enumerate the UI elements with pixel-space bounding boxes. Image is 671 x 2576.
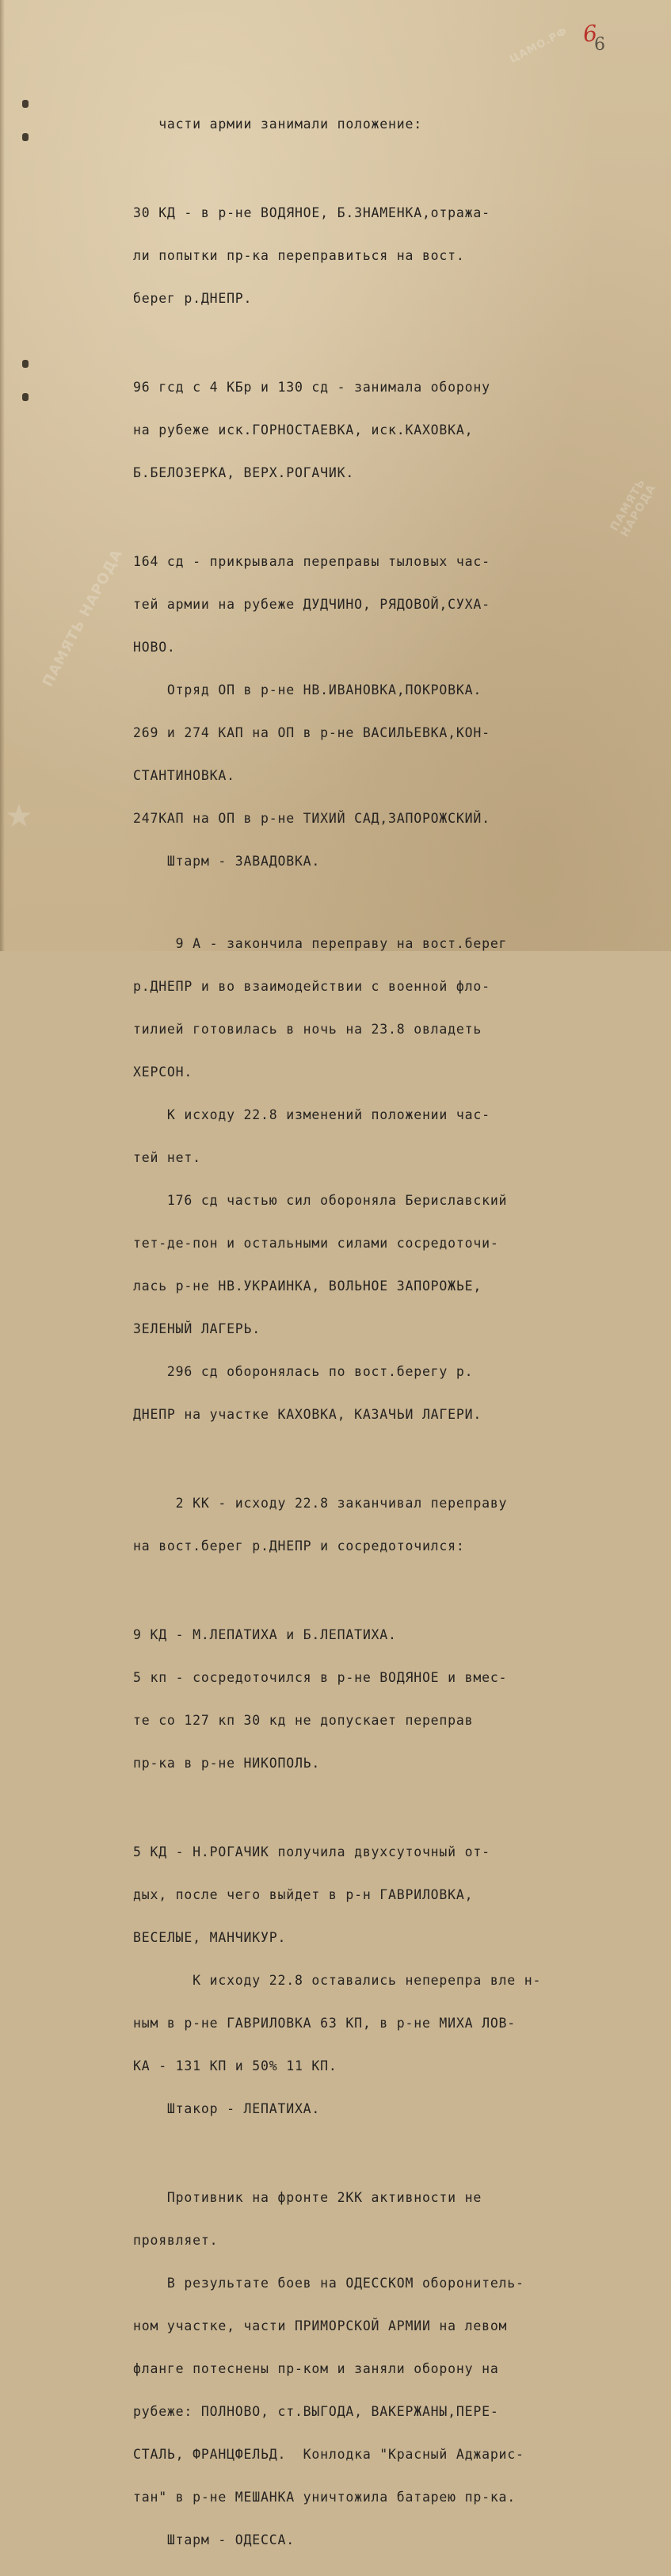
text-line: берег р.ДНЕПР. bbox=[133, 291, 253, 306]
text-line: СТАНТИНОВКА. bbox=[133, 768, 235, 783]
text-line: тей армии на рубеже ДУДЧИНО, РЯДОВОЙ,СУХА- bbox=[133, 597, 490, 612]
spacer bbox=[133, 2145, 600, 2162]
spacer bbox=[133, 897, 600, 908]
spacer bbox=[133, 1450, 600, 1468]
page-number-red: 6 bbox=[581, 20, 599, 48]
watermark-domain: ЦАМО.РФ bbox=[508, 25, 570, 67]
text-line: К исходу 22.8 изменений положении час- bbox=[133, 1107, 490, 1122]
text-line: Б.БЕЛОЗЕРКА, ВЕРХ.РОГАЧИК. bbox=[133, 465, 355, 480]
text-line: части армии занимали положение: bbox=[133, 117, 422, 132]
text-line: 96 гсд с 4 КБр и 130 сд - занимала оборону bbox=[133, 380, 490, 395]
text-line: ХЕРСОН. bbox=[133, 1064, 193, 1080]
text-line: В результате боев на ОДЕССКОМ оборонитель- bbox=[133, 2276, 524, 2291]
text-line: тан" в р-не МЕШАНКА уничтожила батарею пр-ка. bbox=[133, 2490, 517, 2505]
spacer bbox=[133, 334, 600, 352]
text-line: К исходу 22.8 оставались неперепра вле н- bbox=[133, 1973, 542, 1988]
text-line: тей нет. bbox=[133, 1150, 201, 1165]
text-line: на вост.берег р.ДНЕПР и сосредоточился: bbox=[133, 1538, 465, 1554]
spacer bbox=[133, 1582, 600, 1599]
text-line: 5 КД - Н.РОГАЧИК получила двухсуточный от- bbox=[133, 1844, 490, 1859]
text-line: Отряд ОП в р-не НВ.ИВАНОВКА,ПОКРОВКА. bbox=[133, 682, 482, 698]
text-line: тет-де-пон и остальными силами сосредоточи- bbox=[133, 1236, 499, 1251]
binding-hole bbox=[22, 133, 29, 141]
text-line: 164 сд - прикрывала переправы тыловых час- bbox=[133, 554, 490, 569]
text-line: 30 КД - в р-не ВОДЯНОЕ, Б.ЗНАМЕНКА,отража- bbox=[133, 205, 490, 220]
text-line: СТАЛЬ, ФРАНЦФЕЛЬД. Конлодка "Красный Аджарис- bbox=[133, 2447, 524, 2462]
watermark-star-icon: ★ bbox=[5, 798, 33, 835]
typewritten-report-text bbox=[133, 89, 600, 2576]
text-line: Штакор - ЛЕПАТИХА. bbox=[133, 2101, 321, 2116]
spacer bbox=[133, 160, 600, 178]
watermark-right: ПАМЯТЬ НАРОДА bbox=[608, 476, 659, 540]
spacer bbox=[133, 1799, 600, 1817]
text-line: проявляет. bbox=[133, 2233, 219, 2248]
page-number-pencil: 6 bbox=[594, 35, 605, 55]
text-line: ном участке, части ПРИМОРСКОЙ АРМИИ на левом bbox=[133, 2318, 508, 2333]
text-line: дых, после чего выйдет в р-н ГАВРИЛОВКА, bbox=[133, 1887, 474, 1902]
text-line: пр-ка в р-не НИКОПОЛЬ. bbox=[133, 1756, 321, 1771]
text-line: 9 КД - М.ЛЕПАТИХА и Б.ЛЕПАТИХА. bbox=[133, 1627, 397, 1642]
text-line: ЗЕЛЕНЫЙ ЛАГЕРЬ. bbox=[133, 1321, 261, 1336]
text-line: Штарм - ОДЕССА. bbox=[133, 2532, 295, 2547]
text-line: НОВО. bbox=[133, 640, 176, 655]
text-line: ДНЕПР на участке КАХОВКА, КАЗАЧЬИ ЛАГЕРИ. bbox=[133, 1407, 482, 1422]
text-line: ли попытки пр-ка переправиться на вост. bbox=[133, 248, 465, 263]
spacer bbox=[133, 509, 600, 526]
text-line: 176 сд частью сил обороняла Бериславский bbox=[133, 1193, 508, 1208]
text-line: 269 и 274 КАП на ОП в р-не ВАСИЛЬЕВКА,КОН- bbox=[133, 725, 490, 740]
text-line: лась р-не НВ.УКРАИНКА, ВОЛЬНОЕ ЗАПОРОЖЬЕ, bbox=[133, 1278, 482, 1294]
text-line: ным в р-не ГАВРИЛОВКА 63 КП, в р-не МИХА ЛОВ- bbox=[133, 2016, 517, 2031]
binding-hole bbox=[22, 360, 29, 368]
binding-hole bbox=[22, 100, 29, 108]
text-line: тилией готовилась в ночь на 23.8 овладеть bbox=[133, 1022, 482, 1037]
text-line: р.ДНЕПР и во взаимодействии с военной фло- bbox=[133, 979, 490, 994]
text-line: те со 127 кп 30 кд не допускает переправ bbox=[133, 1713, 474, 1728]
text-line: Противник на фронте 2КК активности не bbox=[133, 2190, 482, 2205]
text-line: на рубеже иск.ГОРНОСТАЕВКА, иск.КАХОВКА, bbox=[133, 422, 474, 438]
text-line: ВЕСЕЛЫЕ, МАНЧИКУР. bbox=[133, 1930, 287, 1945]
binding-hole bbox=[22, 393, 29, 401]
watermark-left: ПАМЯТЬ НАРОДА bbox=[39, 546, 127, 690]
text-line: 247КАП на ОП в р-не ТИХИЙ САД,ЗАПОРОЖСКИЙ. bbox=[133, 811, 490, 826]
text-line: фланге потеснены пр-ком и заняли оборону на bbox=[133, 2361, 499, 2376]
text-line: 296 сд оборонялась по вост.берегу р. bbox=[133, 1364, 474, 1379]
text-line: КА - 131 КП и 50% 11 КП. bbox=[133, 2058, 337, 2073]
text-line: Штарм - ЗАВАДОВКА. bbox=[133, 854, 321, 869]
text-line: рубеже: ПОЛНОВО, ст.ВЫГОДА, ВАКЕРЖАНЫ,ПЕРЕ- bbox=[133, 2404, 499, 2419]
text-line: 9 А - закончила переправу на вост.берег bbox=[133, 936, 508, 951]
text-line: 5 кп - сосредоточился в р-не ВОДЯНОЕ и вмес- bbox=[133, 1670, 508, 1685]
text-line: 2 КК - исходу 22.8 заканчивал переправу bbox=[133, 1496, 508, 1511]
